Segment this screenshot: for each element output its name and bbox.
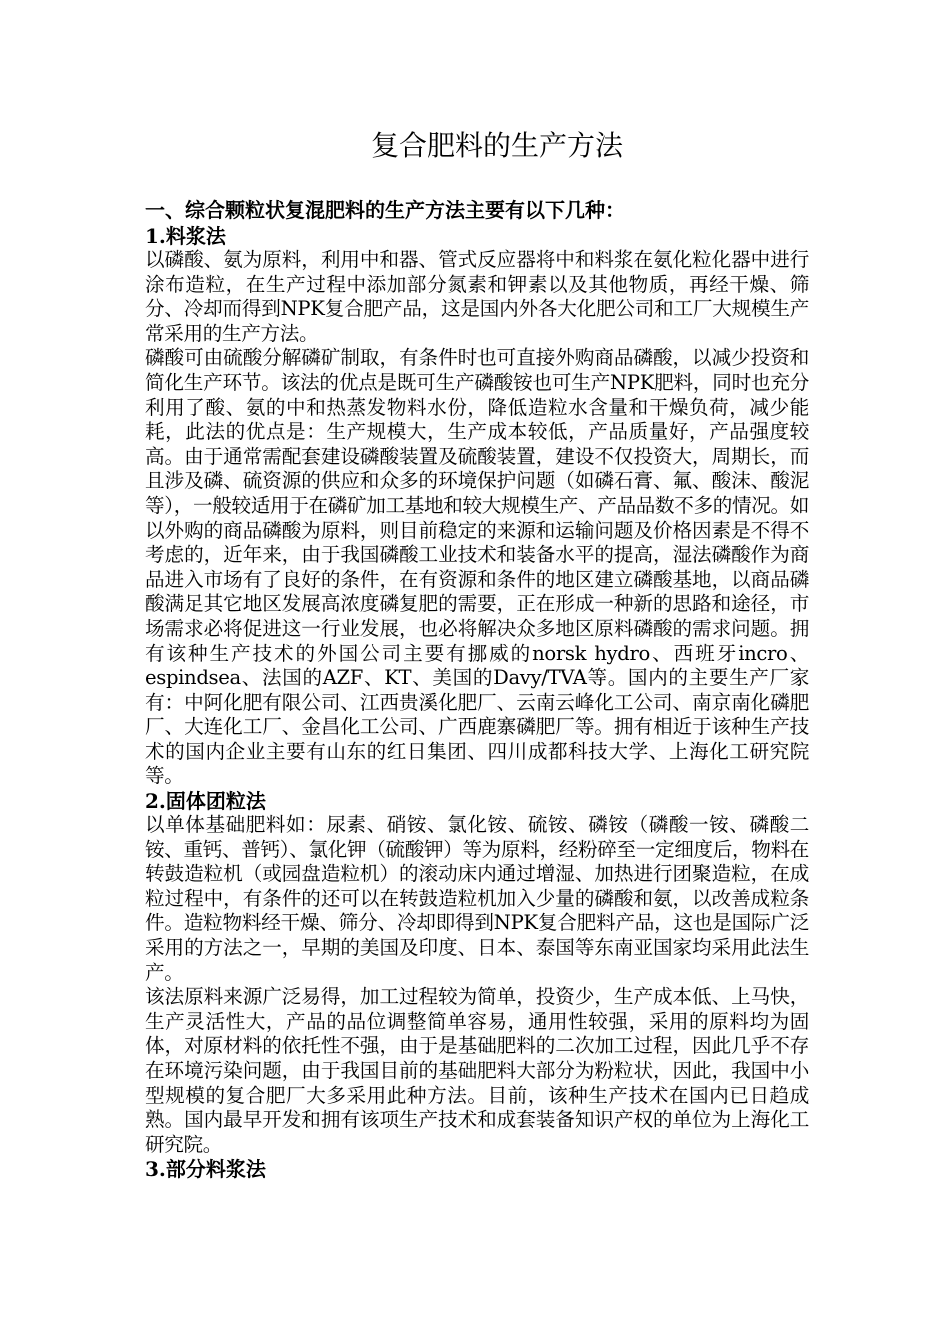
paragraph: 磷酸可由硫酸分解磷矿制取，有条件时也可直接外购商品磷酸，以减少投资和简化生产环节。该法的优点是既可生产磷酸铵也可生产NPK肥料，同时也充分利用了酸、氨的中和热蒸发物料水份，降低造粒水含量和干燥负荷，减少能耗，此法的优点是：生产规模大，生产成本较低，产品质量好，产品强度较高。由于通常需配套建设磷酸装置及硫酸装置，建设不仅投资大，周期长，而且涉及磷、硫资源的供应和众多的环境保护问题（如磷石膏、氟、酸沫、酸泥等），一般较适用于在磷矿加工基地和较大规模生产、产品品数不多的情况。如以外购的商品磷酸为原料，则目前稳定的来源和运输问题及价格因素是不得不考虑的，近年来，由于我国磷酸工业技术和装备水平的提高，湿法磷酸作为商品进入市场有了良好的条件，在有资源和条件的地区建立磷酸基地，以商品磷酸满足其它地区发展高浓度磷复肥的需要，正在形成一种新的思路和途径，市场需求必将促进这一行业发展，也必将解决众多地区原料磷酸的需求问题。拥有该种生产技术的外国公司主要有挪威的norsk hydro、西班牙incro、espindsea、法国的AZF、KT、美国的Davy/TVA等。国内的主要生产厂家有：中阿化肥有限公司、江西贵溪化肥厂、云南云峰化工公司、南京南化磷肥厂、大连化工厂、金昌化工公司、广西鹿寨磷肥厂等。拥有相近于该种生产技术的国内企业主要有山东的红日集团、四川成都科技大学、上海化工研究院等。	[145, 346, 809, 788]
document-page	[145, 122, 809, 1181]
method-partial-slurry	[145, 1157, 809, 1181]
paragraph: 以磷酸、氨为原料，利用中和器、管式反应器将中和料浆在氨化粒化器中进行涂布造粒，在生产过程中添加部分氮素和钾素以及其他物质，再经干燥、筛分、冷却而得到NPK复合肥产品，这是国内外各大化肥公司和工厂大规模生产常采用的生产方法。	[145, 248, 809, 345]
method-heading: 1.料浆法	[145, 224, 226, 248]
paragraph: 该法原料来源广泛易得，加工过程较为简单，投资少，生产成本低、上马快，生产灵活性大，产品的品位调整简单容易，通用性较强，采用的原料均为固体，对原材料的依托性不强，由于是基础肥料的二次加工过程，因此几乎不存在环境污染问题，由于我国目前的基础肥料大部分为粉粒状，因此，我国中小型规模的复合肥厂大多采用此种方法。目前，该种生产技术在国内已日趋成熟。国内最早开发和拥有该项生产技术和成套装备知识产权的单位为上海化工研究院。	[145, 985, 809, 1156]
paragraph: 以单体基础肥料如：尿素、硝铵、氯化铵、硫铵、磷铵（磷酸一铵、磷酸二铵、重钙、普钙）、氯化钾（硫酸钾）等为原料，经粉碎至一定细度后，物料在转鼓造粒机（或园盘造粒机）的滚动床内通过增湿、加热进行团聚造粒，在成粒过程中，有条件的还可以在转鼓造粒机加入少量的磷酸和氨，以改善成粒条件。造粒物料经干燥、筛分、冷却即得到NPK复合肥料产品，这也是国际广泛采用的方法之一，早期的美国及印度、日本、泰国等东南亚国家均采用此法生产。	[145, 813, 809, 984]
method-solid-granulation	[145, 789, 809, 1157]
method-heading: 2.固体团粒法	[145, 789, 266, 814]
method-slurry	[145, 224, 809, 789]
document-title: 复合肥料的生产方法	[370, 129, 623, 162]
section-heading: 一、综合颗粒状复混肥料的生产方法主要有以下几种：	[145, 198, 625, 222]
method-heading: 3.部分料浆法	[145, 1157, 266, 1182]
